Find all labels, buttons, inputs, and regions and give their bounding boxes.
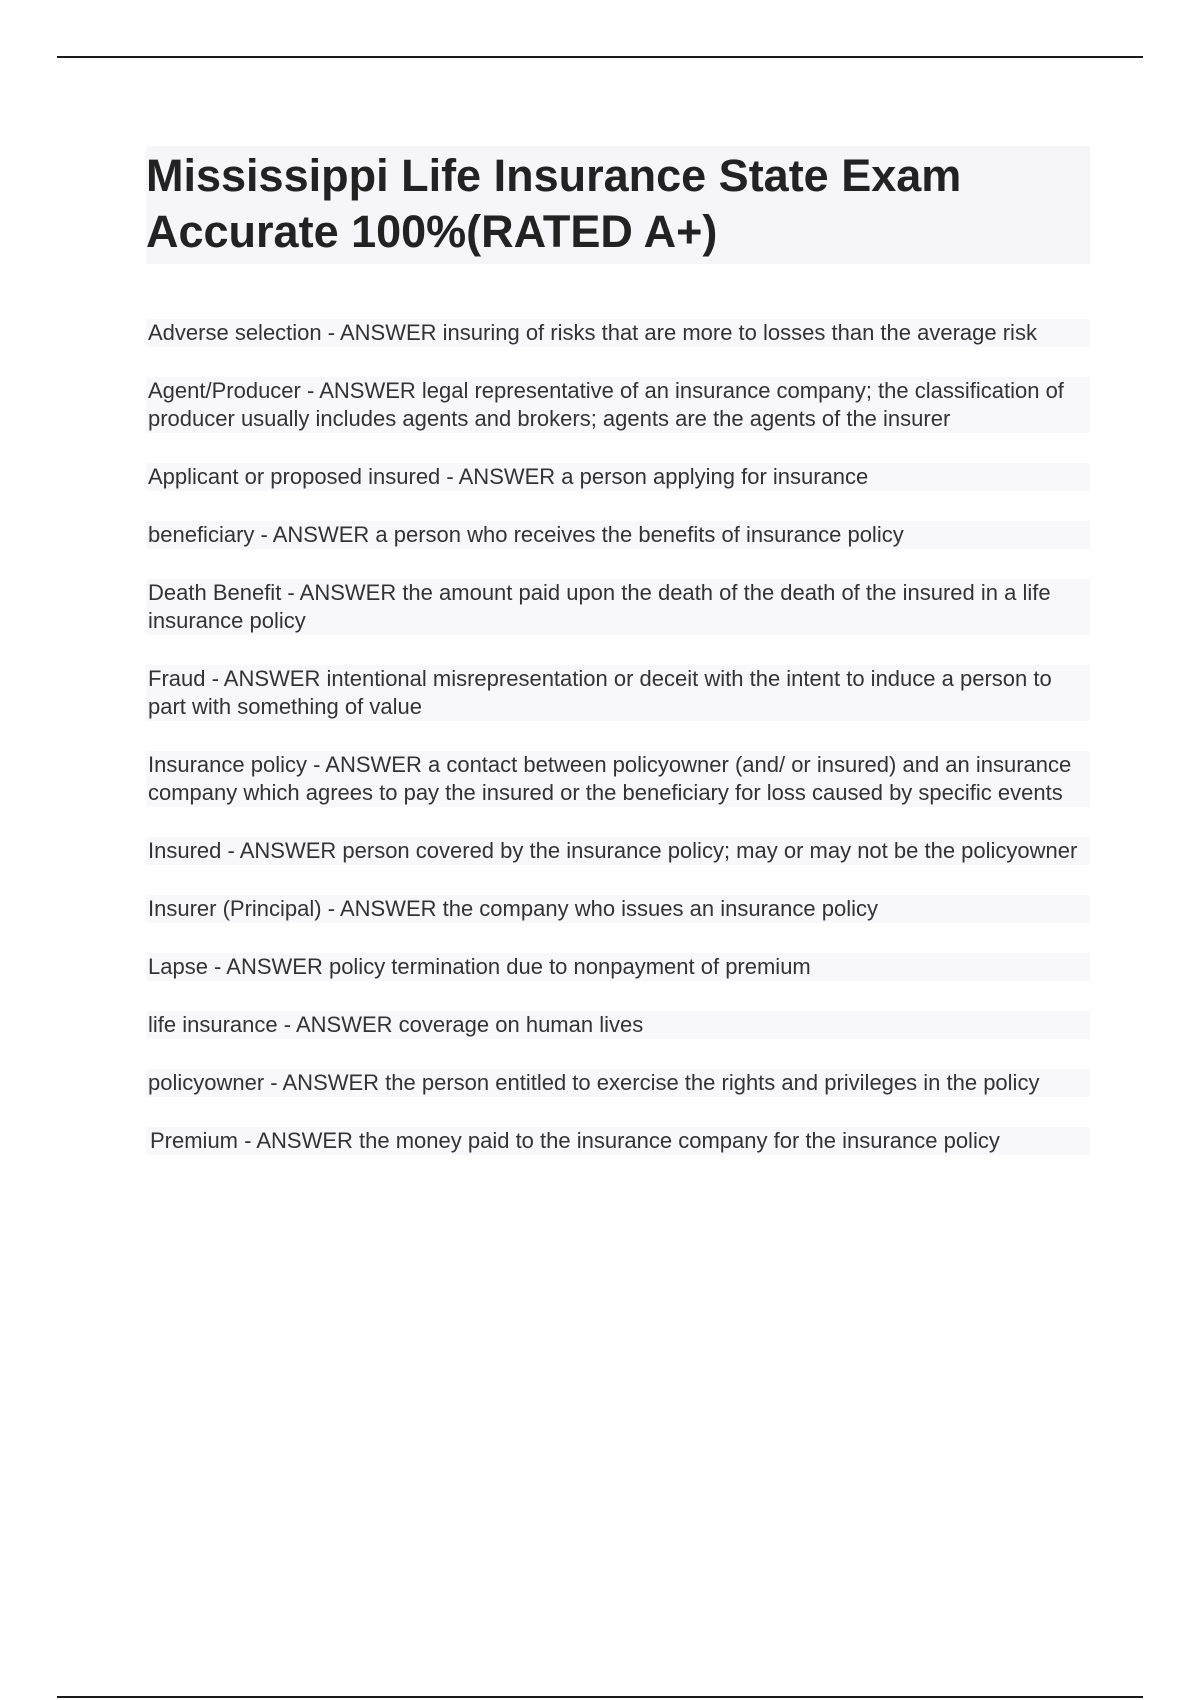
term-list	[146, 319, 1090, 1155]
document-title: Mississippi Life Insurance State Exam Accurate 100%(RATED A+)	[146, 146, 1090, 264]
term-beneficiary: beneficiary - ANSWER a person who receives the benefits of insurance policy	[146, 521, 1090, 549]
term-lapse: Lapse - ANSWER policy termination due to nonpayment of premium	[146, 953, 1090, 981]
document-body	[146, 146, 1090, 1185]
term-premium: Premium - ANSWER the money paid to the insurance company for the insurance policy	[146, 1127, 1090, 1155]
term-adverse-selection: Adverse selection - ANSWER insuring of risks that are more to losses than the average risk	[146, 319, 1090, 347]
term-policyowner: policyowner - ANSWER the person entitled to exercise the rights and privileges in the policy	[146, 1069, 1090, 1097]
bottom-divider	[57, 1696, 1143, 1698]
term-agent-producer: Agent/Producer - ANSWER legal representative of an insurance company; the classification of producer usually includes agents and brokers; agents are the agents of the insurer	[146, 377, 1090, 433]
term-life-insurance: life insurance - ANSWER coverage on human lives	[146, 1011, 1090, 1039]
top-divider	[57, 56, 1143, 58]
term-applicant: Applicant or proposed insured - ANSWER a person applying for insurance	[146, 463, 1090, 491]
term-insurer: Insurer (Principal) - ANSWER the company who issues an insurance policy	[146, 895, 1090, 923]
term-death-benefit: Death Benefit - ANSWER the amount paid upon the death of the death of the insured in a life insurance policy	[146, 579, 1090, 635]
term-fraud: Fraud - ANSWER intentional misrepresentation or deceit with the intent to induce a person to part with something of value	[146, 665, 1090, 721]
term-insurance-policy: Insurance policy - ANSWER a contact between policyowner (and/ or insured) and an insurance company which agrees to pay the insured or the beneficiary for loss caused by specific events	[146, 751, 1090, 807]
term-insured: Insured - ANSWER person covered by the insurance policy; may or may not be the policyowner	[146, 837, 1090, 865]
